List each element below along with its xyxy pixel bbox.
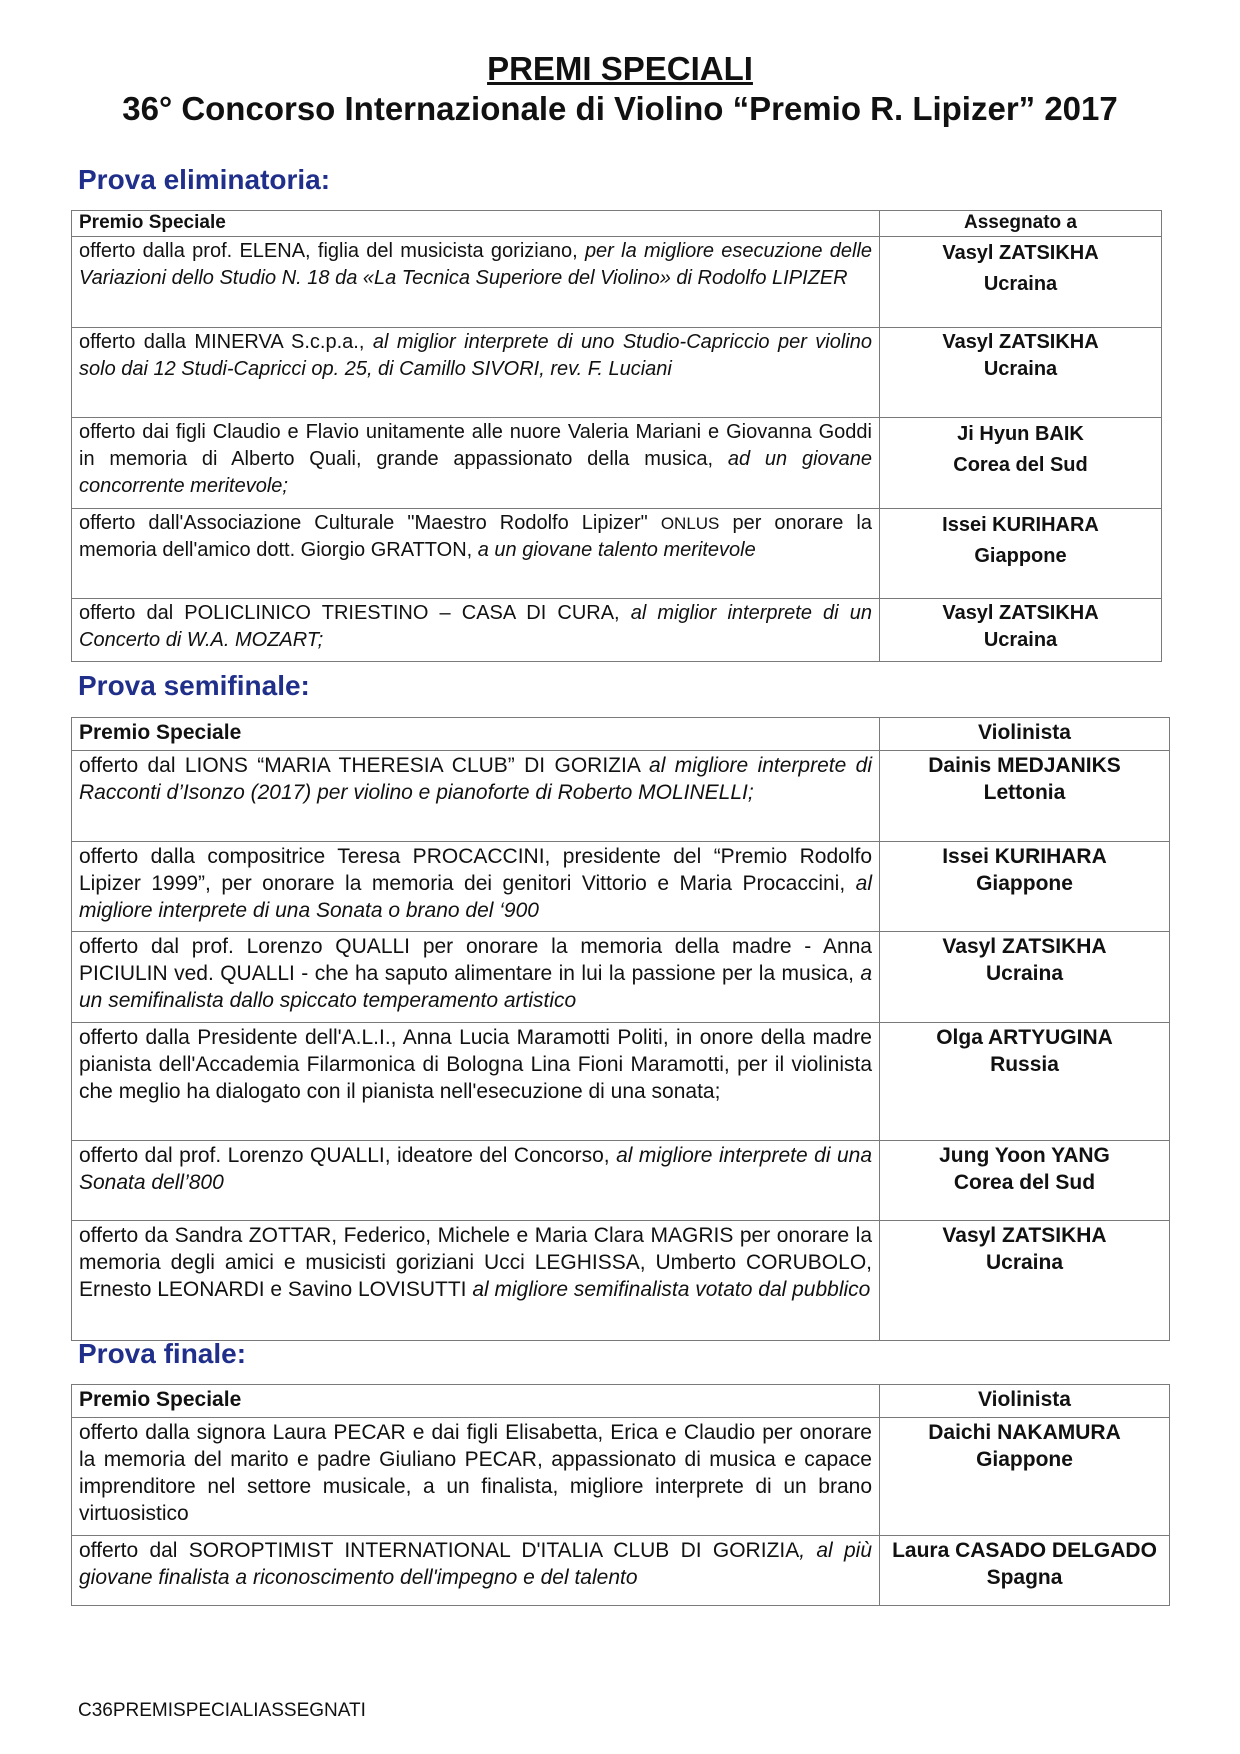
section-title-eliminatoria: Prova eliminatoria: <box>78 164 331 195</box>
winner-cell <box>880 328 1162 418</box>
prize-description: offerto dal POLICLINICO TRIESTINO – CASA DI CURA, al miglior interprete di un Concerto di W.A. MOZART; <box>72 599 880 662</box>
prize-description: offerto dalla MINERVA S.c.p.a., al miglior interprete di uno Studio-Capriccio per violino solo dai 12 Studi-Capricci op. 25, di Camillo SIVORI, rev. F. Luciani <box>72 328 880 418</box>
section-title-finale: Prova finale: <box>78 1338 247 1369</box>
winner-name: Vasyl ZATSIKHA <box>942 602 1099 624</box>
winner-country: Ucraina <box>983 358 1058 380</box>
table-row <box>72 328 1162 418</box>
table-row <box>72 1221 1170 1341</box>
column-header-prize: Premio Speciale <box>72 718 880 751</box>
winner-name: Vasyl ZATSIKHA <box>942 242 1099 264</box>
winner-cell <box>880 509 1162 599</box>
column-header-winner: Violinista <box>880 1385 1170 1418</box>
winner-cell <box>880 1418 1170 1536</box>
prize-description: offerto dai figli Claudio e Flavio unitamente alle nuore Valeria Mariani e Giovanna Goddi in memoria di Alberto Quali, grande appassionato della musica, ad un giovane concorrente meritevole; <box>72 418 880 509</box>
winner-country: Corea del Sud <box>953 1171 1096 1194</box>
table-row <box>72 1141 1170 1221</box>
prize-description: offerto da Sandra ZOTTAR, Federico, Michele e Maria Clara MAGRIS per onorare la memoria degli amici e musicisti goriziani Ucci LEGHISSA, Umberto CORUBOLO, Ernesto LEONARDI e Savino LOVISUTTI al migliore semifinalista votato dal pubblico <box>72 1221 880 1341</box>
winner-name: Issei KURIHARA <box>942 845 1107 868</box>
column-header-winner: Violinista <box>880 718 1170 751</box>
table-row <box>72 932 1170 1023</box>
page-title: PREMI SPECIALI <box>487 50 753 87</box>
winner-name: Laura CASADO DELGADO <box>892 1539 1157 1562</box>
winner-cell <box>880 1221 1170 1341</box>
table-header-row <box>72 718 1170 751</box>
winner-country: Ucraina <box>983 629 1058 651</box>
prize-description: offerto dalla compositrice Teresa PROCACCINI, presidente del “Premio Rodolfo Lipizer 1999”, per onorare la memoria dei genitori Vittorio e Maria Procaccini, al migliore interprete di una Sonata o brano del ‘900 <box>72 842 880 932</box>
winner-country: Giappone <box>976 1448 1073 1471</box>
table-row <box>72 842 1170 932</box>
winner-name: Vasyl ZATSIKHA <box>942 1224 1107 1247</box>
table-row <box>72 509 1162 599</box>
winner-name: Jung Yoon YANG <box>939 1144 1110 1167</box>
winner-cell <box>880 1141 1170 1221</box>
table-row <box>72 1418 1170 1536</box>
document-code: C36PREMISPECIALIASSEGNATI <box>78 1700 366 1721</box>
winner-country: Ucraina <box>985 1251 1064 1274</box>
prize-description: offerto dalla Presidente dell'A.L.I., Anna Lucia Maramotti Politi, in onore della madre pianista dell'Accademia Filarmonica di Bologna Lina Fioni Maramotti, per il violinista che meglio ha dialogato con il pianista nell'esecuzione di una sonata; <box>72 1023 880 1141</box>
prize-table-semifinale <box>71 717 1170 1341</box>
prize-description: offerto dal prof. Lorenzo QUALLI per onorare la memoria della madre - Anna PICIULIN ved. QUALLI - che ha saputo alimentare in lui la passione per la musica, a un semifinalista dallo spiccato temperamento artistico <box>72 932 880 1023</box>
winner-cell <box>880 418 1162 509</box>
winner-cell <box>880 842 1170 932</box>
prize-table-eliminatoria <box>71 210 1162 662</box>
column-header-winner: Assegnato a <box>880 211 1162 237</box>
winner-country: Lettonia <box>983 781 1066 804</box>
table-row <box>72 751 1170 842</box>
winner-name: Dainis MEDJANIKS <box>928 754 1121 777</box>
winner-country: Corea del Sud <box>953 454 1088 476</box>
prize-table-finale <box>71 1384 1170 1606</box>
column-header-prize: Premio Speciale <box>72 1385 880 1418</box>
winner-country: Ucraina <box>985 962 1064 985</box>
winner-name: Olga ARTYUGINA <box>936 1026 1113 1049</box>
section-title-semifinale: Prova semifinale: <box>78 670 310 701</box>
prize-description: offerto dal LIONS “MARIA THERESIA CLUB” DI GORIZIA al migliore interprete di Racconti d’Isonzo (2017) per violino e pianoforte di Roberto MOLINELLI; <box>72 751 880 842</box>
winner-country: Russia <box>990 1053 1059 1076</box>
winner-name: Ji Hyun BAIK <box>957 423 1084 445</box>
winner-name: Daichi NAKAMURA <box>928 1421 1121 1444</box>
table-row <box>72 599 1162 662</box>
table-row <box>72 1023 1170 1141</box>
winner-name: Issei KURIHARA <box>942 514 1099 536</box>
table-row <box>72 237 1162 328</box>
winner-cell <box>880 1023 1170 1141</box>
winner-cell <box>880 599 1162 662</box>
winner-country: Giappone <box>974 545 1067 567</box>
prize-description: offerto dal prof. Lorenzo QUALLI, ideatore del Concorso, al migliore interprete di una Sonata dell’800 <box>72 1141 880 1221</box>
column-header-prize: Premio Speciale <box>72 211 880 237</box>
winner-name: Vasyl ZATSIKHA <box>942 935 1107 958</box>
winner-country: Spagna <box>986 1566 1063 1589</box>
winner-name: Vasyl ZATSIKHA <box>942 331 1099 353</box>
winner-country: Giappone <box>976 872 1073 895</box>
page-subtitle: 36° Concorso Internazionale di Violino “Premio R. Lipizer” 2017 <box>122 90 1118 127</box>
prize-description: offerto dall'Associazione Culturale "Maestro Rodolfo Lipizer" ONLUS per onorare la memoria dell'amico dott. Giorgio GRATTON, a un giovane talento meritevole <box>72 509 880 599</box>
winner-cell <box>880 751 1170 842</box>
winner-cell <box>880 1536 1170 1606</box>
table-row <box>72 1536 1170 1606</box>
table-header-row <box>72 1385 1170 1418</box>
table-header-row <box>72 211 1162 237</box>
table-row <box>72 418 1162 509</box>
winner-cell <box>880 237 1162 328</box>
winner-country: Ucraina <box>983 273 1058 295</box>
prize-description: offerto dalla prof. ELENA, figlia del musicista goriziano, per la migliore esecuzione delle Variazioni dello Studio N. 18 da «La Tecnica Superiore del Violino» di Rodolfo LIPIZER <box>72 237 880 328</box>
prize-description: offerto dalla signora Laura PECAR e dai figli Elisabetta, Erica e Claudio per onorare la memoria del marito e padre Giuliano PECAR, appassionato di musica e capace imprenditore nel settore musicale, a un finalista, migliore interprete di un brano virtuosistico <box>72 1418 880 1536</box>
winner-cell <box>880 932 1170 1023</box>
prize-description: offerto dal SOROPTIMIST INTERNATIONAL D'ITALIA CLUB DI GORIZIA, al più giovane finalista a riconoscimento dell'impegno e del talento <box>72 1536 880 1606</box>
